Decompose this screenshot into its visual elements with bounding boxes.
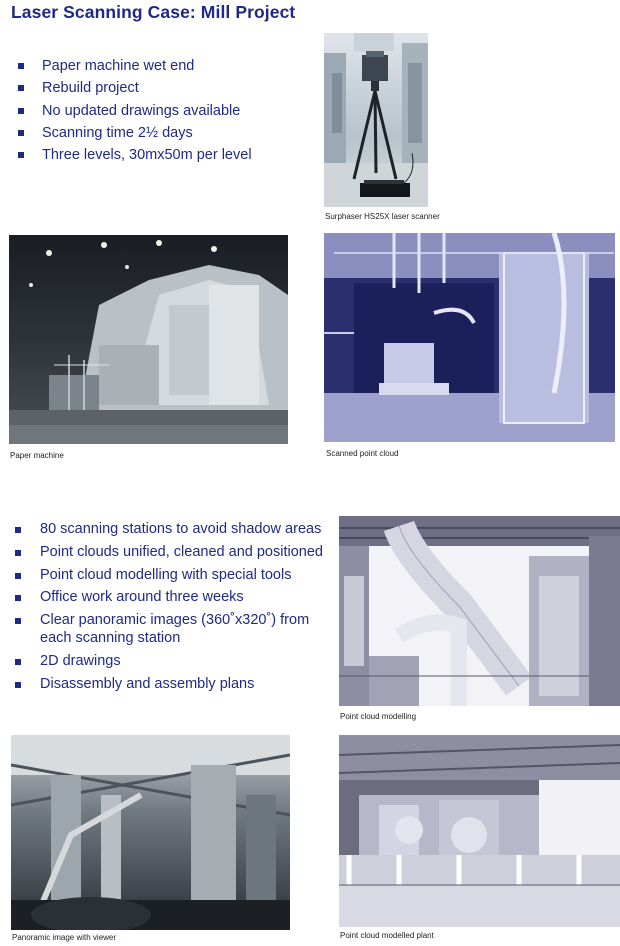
bullet-square-icon — [18, 63, 24, 69]
modelled-plant-caption: Point cloud modelled plant — [340, 931, 434, 940]
point-cloud-image — [324, 233, 615, 442]
bullet-list-work-steps — [15, 521, 340, 698]
bullet-square-icon — [15, 595, 21, 601]
bullet-item: Office work around three weeks — [15, 589, 340, 607]
panoramic-caption: Panoramic image with viewer — [12, 933, 117, 942]
bullet-item: 80 scanning stations to avoid shadow areas — [15, 521, 340, 539]
bullet-item: No updated drawings available — [18, 102, 252, 124]
point-cloud-modelling-caption: Point cloud modelling — [340, 712, 417, 721]
point-cloud-caption: Scanned point cloud — [326, 449, 399, 458]
bullet-item: Scanning time 2½ days — [18, 124, 252, 146]
bullet-square-icon — [15, 573, 21, 579]
bullet-square-icon — [15, 682, 21, 688]
bullet-item: Rebuild project — [18, 79, 252, 101]
bullet-item: Clear panoramic images (360˚x320˚) from each scanning station — [15, 612, 340, 648]
bullet-square-icon — [15, 527, 21, 533]
bullet-square-icon — [15, 618, 21, 624]
bullet-item: Disassembly and assembly plans — [15, 676, 340, 694]
paper-machine-photo — [9, 235, 288, 444]
bullet-item: Point clouds unified, cleaned and positioned — [15, 544, 340, 562]
paper-machine-caption: Paper machine — [10, 451, 64, 460]
bullet-square-icon — [18, 130, 24, 136]
bullet-item: Point cloud modelling with special tools — [15, 567, 340, 585]
scanner-caption: Surphaser HS25X laser scanner — [325, 212, 440, 221]
panoramic-image — [11, 735, 290, 930]
bullet-square-icon — [18, 152, 24, 158]
bullet-list-project-facts — [18, 57, 252, 168]
bullet-item: Paper machine wet end — [18, 57, 252, 79]
bullet-item: Three levels, 30mx50m per level — [18, 146, 252, 168]
point-cloud-modelling-image — [339, 516, 620, 706]
page-title: Laser Scanning Case: Mill Project — [11, 2, 296, 22]
bullet-square-icon — [18, 85, 24, 91]
bullet-square-icon — [18, 108, 24, 114]
bullet-square-icon — [15, 550, 21, 556]
laser-scanner-photo — [324, 33, 428, 207]
bullet-item: 2D drawings — [15, 653, 340, 671]
modelled-plant-image — [339, 735, 620, 927]
bullet-square-icon — [15, 659, 21, 665]
